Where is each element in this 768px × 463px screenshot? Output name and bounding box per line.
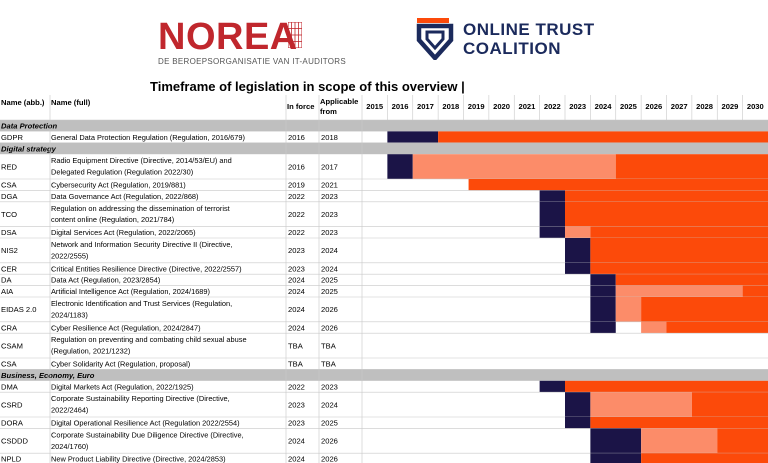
row-applicable: TBA: [321, 341, 336, 351]
timeline-bar-tco-dark: [540, 202, 565, 227]
row-inforce: 2022: [288, 191, 305, 201]
row-inforce: 2024: [288, 305, 305, 315]
row-abb: DMA: [1, 382, 18, 392]
timeline-bar-aia-light: [616, 286, 743, 297]
row-full-name: content online (Regulation, 2021/784): [51, 215, 175, 225]
timeline-bar-dsa-dark: [540, 227, 565, 238]
row-full-name: Cyber Solidarity Act (Regulation, proposal): [51, 359, 191, 369]
section-label: Digital strategy: [1, 144, 56, 154]
row-applicable: 2021: [321, 180, 338, 190]
row-applicable: 2023: [321, 382, 338, 392]
timeline-bar-tco-orange: [565, 202, 768, 227]
row-full-name: General Data Protection Regulation (Regulation, 2016/679): [51, 132, 245, 142]
row-full-name: New Product Liability Directive (Directive, 2024/2853): [51, 454, 226, 463]
timeline-bar-csddd-light: [641, 428, 717, 453]
row-applicable: 2018: [321, 132, 338, 142]
timeline-bar-dsa-orange: [590, 227, 768, 238]
header-applicable-from: from: [320, 107, 337, 116]
timeline-bar-eidas-2-0-dark: [590, 297, 615, 322]
timeline-bar-eidas-2-0-light: [616, 297, 641, 322]
row-full-name: Artificial Intelligence Act (Regulation, 2024/1689): [51, 287, 210, 297]
row-applicable: 2023: [321, 228, 338, 238]
row-applicable: 2023: [321, 191, 338, 201]
row-inforce: 2022: [288, 210, 305, 219]
timeline-bar-csrd-dark: [565, 392, 590, 417]
timeline-bar-npld-orange: [641, 453, 768, 463]
page-title: Timeframe of legislation in scope of this overview |: [150, 79, 465, 94]
year-label-2023: 2023: [569, 102, 587, 111]
row-applicable: 2026: [321, 454, 338, 463]
row-full-name: Radio Equipment Directive (Directive, 2014/53/EU) and: [51, 156, 232, 166]
section-band: [0, 143, 768, 154]
year-label-2030: 2030: [746, 102, 764, 111]
row-abb: DORA: [1, 418, 23, 428]
year-label-2028: 2028: [696, 102, 714, 111]
year-label-2016: 2016: [391, 102, 409, 111]
year-label-2022: 2022: [543, 102, 561, 111]
timeline-bar-cer-dark: [565, 263, 590, 274]
row-applicable: 2025: [321, 287, 338, 297]
year-label-2018: 2018: [442, 102, 460, 111]
row-inforce: 2024: [288, 275, 305, 285]
timeline-bar-dga-dark: [540, 190, 565, 201]
timeline-bar-cra-light: [641, 322, 666, 333]
row-inforce: 2023: [288, 418, 305, 428]
row-full-name: Critical Entities Resilience Directive (Directive, 2022/2557): [51, 264, 242, 274]
otc-wordmark-line2: COALITION: [463, 39, 561, 58]
timeline-bar-dga-orange: [565, 190, 768, 201]
timeline-bar-dsa-light: [565, 227, 590, 238]
row-full-name: 2022/2555): [51, 251, 89, 261]
timeline-bar-nis2-orange: [590, 238, 768, 263]
row-inforce: 2023: [288, 264, 305, 274]
timeline-bar-gdpr-dark: [387, 131, 438, 142]
row-abb: CSRD: [1, 400, 23, 410]
row-full-name: Delegated Regulation (Regulation 2022/30): [51, 167, 194, 177]
row-applicable: 2023: [321, 210, 338, 219]
row-full-name: Cyber Resilience Act (Regulation, 2024/2847): [51, 323, 201, 333]
timeline-bar-aia-dark: [590, 286, 615, 297]
otc-wordmark-line1: ONLINE TRUST: [463, 20, 595, 39]
row-full-name: Digital Services Act (Regulation, 2022/2065): [51, 228, 196, 238]
row-applicable: 2024: [321, 246, 338, 256]
timeline-bar-csddd-orange: [717, 428, 768, 453]
timeline-bar-nis2-dark: [565, 238, 590, 263]
year-label-2026: 2026: [645, 102, 663, 111]
timeline-bar-cra-dark: [590, 322, 615, 333]
row-full-name: (Regulation, 2021/1232): [51, 346, 131, 356]
row-full-name: Data Governance Act (Regulation, 2022/868): [51, 191, 199, 201]
row-full-name: Corporate Sustainability Due Diligence Directive (Directive,: [51, 430, 244, 440]
row-inforce: 2024: [288, 436, 305, 446]
timeline-bar-cra-orange: [667, 322, 768, 333]
row-abb: DSA: [1, 228, 17, 238]
year-label-2029: 2029: [721, 102, 739, 111]
timeline-bar-aia-orange: [743, 286, 768, 297]
year-label-2015: 2015: [366, 102, 384, 111]
norea-tagline: DE BEROEPSORGANISATIE VAN IT-AUDITORS: [158, 57, 347, 66]
row-abb: CRA: [1, 323, 18, 333]
row-abb: CSA: [1, 359, 17, 369]
row-applicable: TBA: [321, 359, 336, 369]
year-label-2025: 2025: [619, 102, 637, 111]
row-full-name: 2024/1760): [51, 441, 89, 451]
row-applicable: 2026: [321, 323, 338, 333]
section-label: Business, Economy, Euro: [1, 371, 95, 380]
row-inforce: 2022: [288, 382, 305, 392]
row-full-name: Data Act (Regulation, 2023/2854): [51, 275, 161, 285]
timeline-bar-gdpr-orange: [438, 131, 768, 142]
row-abb: CSDDD: [1, 436, 29, 446]
row-full-name: Digital Markets Act (Regulation, 2022/1925): [51, 382, 194, 392]
row-full-name: Regulation on addressing the dissemination of terrorist: [51, 203, 230, 213]
row-inforce: 2023: [288, 400, 305, 410]
row-inforce: 2016: [288, 162, 305, 172]
timeline-bar-dora-dark: [565, 417, 590, 428]
timeline-bar-red-orange: [616, 154, 768, 179]
timeline-bar-csrd-orange: [692, 392, 768, 417]
section-band: [0, 120, 768, 131]
row-inforce: 2016: [288, 132, 305, 142]
row-full-name: Network and Information Security Directive II (Directive,: [51, 240, 233, 249]
header-applicable: Applicable: [320, 97, 359, 106]
row-abb: DA: [1, 275, 12, 285]
row-abb: NPLD: [1, 454, 22, 463]
section-label: Data Protection: [1, 121, 58, 131]
timeline-bar-cer-orange: [590, 263, 768, 274]
timeline-bar-dma-dark: [540, 381, 565, 392]
row-inforce: TBA: [288, 341, 303, 351]
year-label-2027: 2027: [670, 102, 688, 111]
row-applicable: 2025: [321, 275, 338, 285]
timeline-bar-dma-orange: [565, 381, 768, 392]
row-applicable: 2026: [321, 436, 338, 446]
row-full-name: 2024/1183): [51, 310, 88, 320]
row-abb: AIA: [1, 287, 14, 297]
row-inforce: 2022: [288, 228, 305, 238]
row-abb: CER: [1, 264, 18, 274]
row-full-name: Electronic Identification and Trust Services (Regulation,: [51, 299, 233, 308]
year-label-2017: 2017: [416, 102, 434, 111]
timeline-bar-dora-orange: [590, 417, 768, 428]
row-applicable: 2024: [321, 400, 338, 410]
row-full-name: Cybersecurity Act (Regulation, 2019/881): [51, 180, 186, 190]
row-abb: NIS2: [1, 246, 18, 256]
timeline-bar-csrd-light: [590, 392, 692, 417]
row-full-name: Regulation on preventing and combating child sexual abuse: [51, 335, 247, 345]
row-applicable: 2024: [321, 264, 338, 274]
header-abb: Name (abb.): [1, 98, 45, 107]
timeline-bar-da-dark: [590, 274, 615, 285]
header-full: Name (full): [51, 98, 91, 107]
row-inforce: TBA: [288, 359, 303, 369]
timeline-bar-eidas-2-0-orange: [641, 297, 768, 322]
row-abb: EIDAS 2.0: [1, 305, 37, 315]
row-abb: GDPR: [1, 132, 23, 142]
row-abb: RED: [1, 162, 18, 172]
row-applicable: 2025: [321, 418, 338, 428]
timeline-bar-red-dark: [387, 154, 412, 179]
row-abb: DGA: [1, 191, 18, 201]
row-applicable: 2026: [321, 305, 338, 315]
row-abb: TCO: [1, 210, 18, 219]
timeline-bar-csddd-dark: [590, 428, 641, 453]
row-inforce: 2024: [288, 454, 305, 463]
timeline-bar-red-light: [413, 154, 616, 179]
timeline-bar-da-orange: [616, 274, 768, 285]
row-full-name: Digital Operational Resilience Act (Regulation 2022/2554): [51, 418, 240, 428]
norea-wordmark: NOREA: [158, 16, 298, 58]
year-label-2019: 2019: [467, 102, 485, 111]
row-abb: CSAM: [1, 341, 23, 351]
timeline-bar-npld-dark: [590, 453, 641, 463]
header-inforce: In force: [287, 102, 315, 111]
row-inforce: 2024: [288, 323, 305, 333]
row-inforce: 2024: [288, 287, 305, 297]
year-label-2021: 2021: [518, 102, 536, 111]
row-applicable: 2017: [321, 162, 338, 172]
row-inforce: 2019: [288, 180, 305, 190]
year-label-2024: 2024: [594, 102, 612, 111]
row-full-name: Corporate Sustainability Reporting Directive (Directive,: [51, 394, 230, 404]
timeline-bar-csa-orange: [469, 179, 768, 190]
section-band: [0, 369, 768, 380]
year-label-2020: 2020: [493, 102, 511, 111]
row-inforce: 2023: [288, 246, 305, 256]
row-abb: CSA: [1, 180, 17, 190]
row-full-name: 2022/2464): [51, 405, 89, 415]
